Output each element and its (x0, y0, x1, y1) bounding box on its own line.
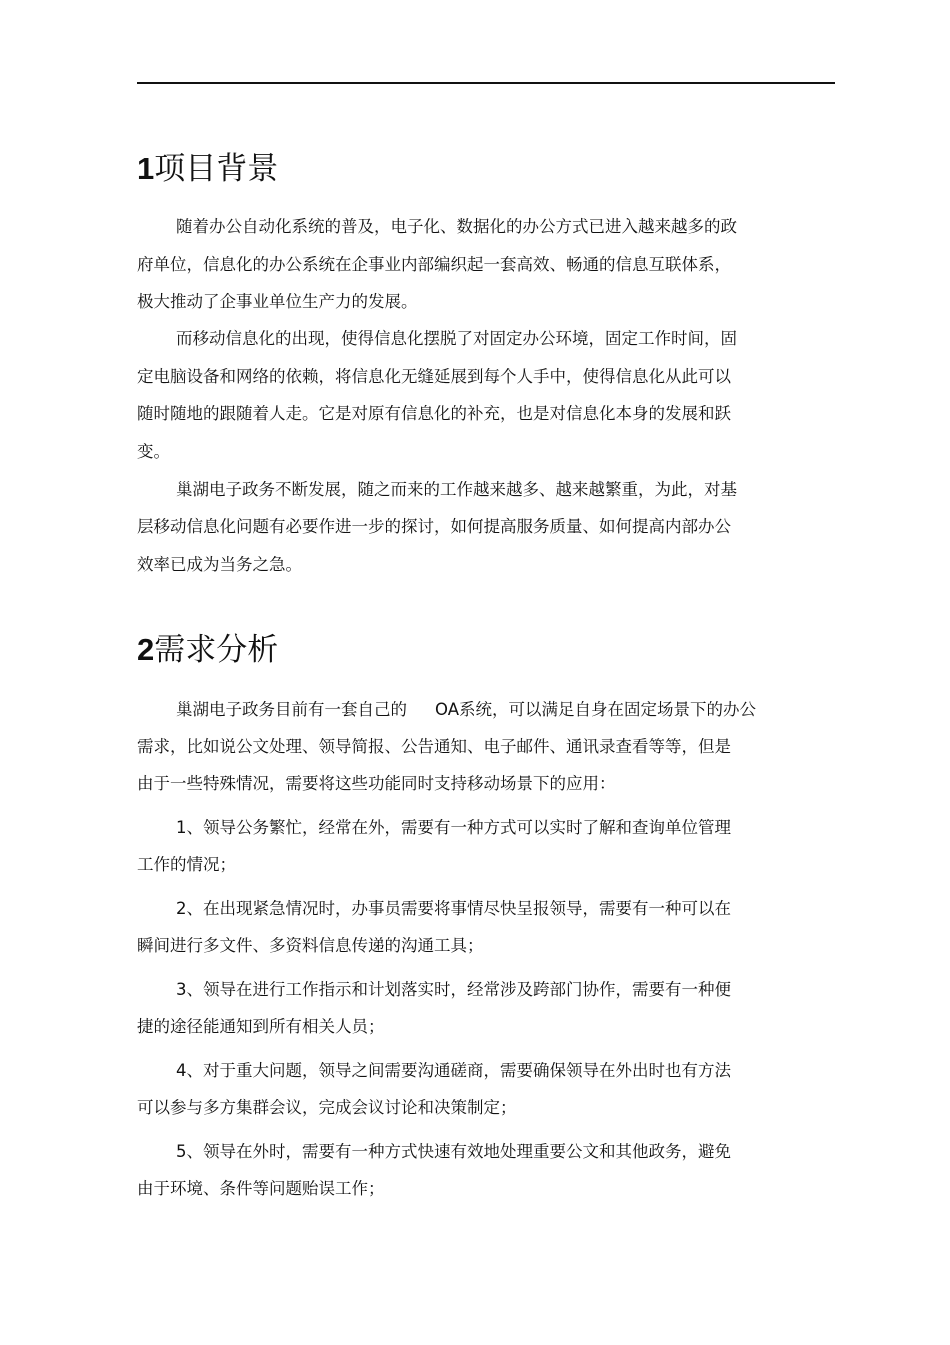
section-1-number: 1 (137, 151, 155, 186)
section-2-number: 2 (137, 632, 155, 667)
s1-p3-line1: 巢湖电子政务不断发展，随之而来的工作越来越多、越来越繁重，为此，对基 (176, 480, 737, 499)
s2-item2-line2: 瞬间进行多文件、多资料信息传递的沟通工具； (137, 936, 484, 955)
s2-intro-line1-part-a: 巢湖电子政务目前有一套自己的 (176, 700, 407, 719)
s1-p2-line2: 定电脑设备和网络的依赖，将信息化无缝延展到每个人手中，使得信息化从此可以 (137, 367, 731, 386)
section-1-title: 项目背景 (154, 151, 279, 187)
s1-p2-line3: 随时随地的跟随着人走。它是对原有信息化的补充，也是对信息化本身的发展和跃 (137, 404, 731, 423)
s1-p2-line1: 而移动信息化的出现，使得信息化摆脱了对固定办公环境，固定工作时间，固 (176, 329, 737, 348)
s2-item2-line1: 2、在出现紧急情况时，办事员需要将事情尽快呈报领导，需要有一种可以在 (176, 899, 731, 918)
s2-item1-line1: 1、领导公务繁忙，经常在外，需要有一种方式可以实时了解和查询单位管理 (176, 818, 731, 837)
s2-item5-line1: 5、领导在外时，需要有一种方式快速有效地处理重要公文和其他政务，避免 (176, 1142, 731, 1161)
s1-p2-line4: 变。 (137, 442, 170, 461)
section-2-heading (137, 630, 278, 670)
section-2-title: 需求分析 (154, 632, 279, 668)
s1-p1-line1: 随着办公自动化系统的普及，电子化、数据化的办公方式已进入越来越多的政 (176, 217, 737, 236)
s1-p1-line2: 府单位，信息化的办公系统在企事业内部编织起一套高效、畅通的信息互联体系， (137, 255, 731, 274)
s2-intro-line2: 需求，比如说公文处理、领导简报、公告通知、电子邮件、通讯录查看等等，但是 (137, 737, 731, 756)
s1-p3-line3: 效率已成为当务之急。 (137, 555, 302, 574)
s1-p3-line2: 层移动信息化问题有必要作进一步的探讨，如何提高服务质量、如何提高内部办公 (137, 517, 731, 536)
s2-item4-line2: 可以参与多方集群会议，完成会议讨论和决策制定； (137, 1098, 517, 1117)
s2-intro-line1-part-b: OA系统，可以满足自身在固定场景下的办公 (435, 700, 756, 719)
s2-item1-line2: 工作的情况； (137, 855, 236, 874)
s2-intro-line3: 由于一些特殊情况，需要将这些功能同时支持移动场景下的应用： (137, 774, 616, 793)
s2-intro-line1 (176, 698, 756, 722)
s2-item3-line2: 捷的途径能通知到所有相关人员； (137, 1017, 385, 1036)
s1-p1-line3: 极大推动了企事业单位生产力的发展。 (137, 292, 418, 311)
s2-item5-line2: 由于环境、条件等问题贻误工作； (137, 1179, 385, 1198)
section-1-heading (137, 149, 278, 189)
s2-item3-line1: 3、领导在进行工作指示和计划落实时，经常涉及跨部门协作，需要有一种便 (176, 980, 731, 999)
s2-item4-line1: 4、对于重大问题，领导之间需要沟通磋商，需要确保领导在外出时也有方法 (176, 1061, 731, 1080)
header-rule (137, 82, 835, 84)
